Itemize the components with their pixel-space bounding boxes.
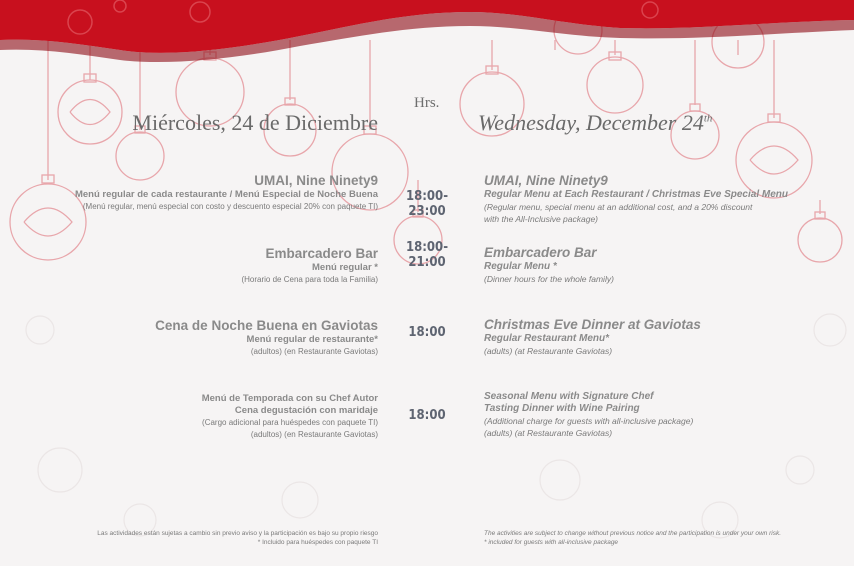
event-time: 18:00-21:00 — [405, 240, 449, 270]
event-name: Cena de Noche Buena en Gaviotas — [155, 318, 378, 333]
event-sub: Menú regular * — [312, 262, 378, 273]
event-note: (Menú regular, menú especial con costo y descuento especial 20% con paquete TI) — [82, 202, 378, 211]
event-sub: Regular Menu at Each Restaurant / Christmas Eve Special Menu — [484, 189, 788, 200]
title-english — [478, 110, 712, 136]
event-es-chef — [18, 393, 378, 441]
event-note: (adults) (at Restaurante Gaviotas) — [484, 346, 613, 356]
event-sub: Tasting Dinner with Wine Pairing — [484, 403, 640, 414]
event-es-umai — [18, 173, 378, 213]
event-time: 18:00 — [408, 408, 446, 423]
event-en-chef — [484, 391, 824, 439]
event-name: Christmas Eve Dinner at Gaviotas — [484, 317, 701, 332]
event-note: (adultos) (en Restaurante Gaviotas) — [250, 430, 378, 439]
title-english-text: Wednesday, December 24 — [478, 110, 704, 135]
event-en-gaviotas — [484, 317, 824, 357]
event-note: (adults) (at Restaurante Gaviotas) — [484, 428, 613, 438]
title-spanish: Miércoles, 24 de Diciembre — [132, 110, 378, 135]
event-sub: Menú regular de cada restaurante / Menú Especial de Noche Buena — [74, 189, 378, 200]
title-english-suffix: th — [703, 112, 713, 125]
event-note: with the All-Inclusive package) — [484, 214, 599, 224]
event-en-umai — [484, 173, 824, 225]
footer-en-line1: The activities are subject to change without previous notice and the participation is under your own risk. — [484, 530, 781, 537]
event-note: (Additional charge for guests with all-inclusive package) — [484, 416, 694, 426]
event-note: (Dinner hours for the whole family) — [484, 274, 614, 284]
hours-label: Hrs. — [414, 95, 440, 111]
event-sub: Seasonal Menu with Signature Chef — [484, 391, 654, 402]
footer-spanish — [18, 529, 378, 547]
footer-es-line1: Las actividades están sujetas a cambio sin previo aviso y la participación es bajo su propio riesgo — [97, 530, 378, 537]
event-name: UMAI, Nine Ninety9 — [254, 173, 378, 188]
event-note: (adultos) (en Restaurante Gaviotas) — [250, 347, 378, 356]
event-note: (Cargo adicional para huéspedes con paquete TI) — [202, 418, 378, 427]
event-es-embarcadero — [18, 246, 378, 286]
event-en-embarcadero — [484, 245, 824, 285]
event-name: Embarcadero Bar — [265, 246, 378, 261]
event-sub: Menú de Temporada con su Chef Autor — [201, 393, 378, 404]
event-time: 18:00-23:00 — [405, 189, 449, 219]
event-name: UMAI, Nine Ninety9 — [484, 173, 608, 188]
event-sub: Menú regular de restaurante* — [246, 334, 378, 345]
event-time: 18:00 — [408, 325, 446, 340]
event-es-gaviotas — [18, 318, 378, 358]
event-sub: Regular Restaurant Menu* — [484, 333, 610, 344]
footer-en-line2: * included for guests with all-inclusive package — [484, 539, 619, 546]
event-name: Embarcadero Bar — [484, 245, 597, 260]
event-sub: Cena degustación con maridaje — [234, 405, 378, 416]
event-sub: Regular Menu * — [484, 261, 557, 272]
footer-es-line2: * Incluido para huéspedes con paquete TI — [257, 539, 378, 546]
event-note: (Horario de Cena para toda la Familia) — [241, 275, 378, 284]
event-note: (Regular menu, special menu at an additional cost, and a 20% discount — [484, 202, 753, 212]
footer-english — [484, 529, 844, 547]
